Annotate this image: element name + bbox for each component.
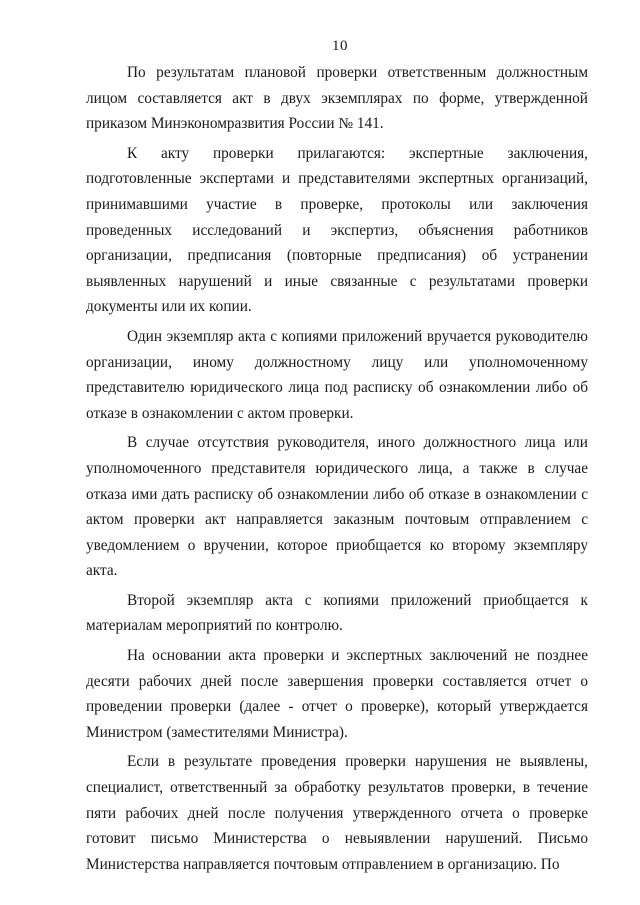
paragraph-second-copy: Второй экземпляр акта с копиями приложений приобщается к материалам мероприятий по контролю.	[86, 591, 588, 635]
paragraph-act-delivery: Один экземпляр акта с копиями приложений вручается руководителю организации, иному должностному лицу или уполномоченному представителю юридического лица под расписку об ознакомлении либо об отказе в ознакомлении с актом проверки.	[86, 327, 588, 422]
paragraph-absence-or-refusal: В случае отсутствия руководителя, иного должностного лица или уполномоченного представителя юридического лица, а также в случае отказа ими дать расписку об ознакомлении либо об отказе в ознакомлении с актом проверки акт направляется заказным почтовым отправлением с уведомлением о вручении, которое приобщается ко второму экземпляру акта.	[86, 434, 588, 580]
paragraph-inspection-report: На основании акта проверки и экспертных заключений не позднее десяти рабочих дней после завершения проверки составляется отчет о проведении проверки (далее - отчет о проверке), который утверждается Министром (заместителями Министра).	[86, 647, 588, 741]
paragraph-inspection-act: По результатам плановой проверки ответственным должностным лицом составляется акт в двух экземплярах по форме, утвержденной приказом Минэкономразвития России № 141.	[86, 64, 588, 133]
paragraph-no-violations: Если в результате проведения проверки нарушения не выявлены, специалист, ответственный за обработку результатов проверки, в течение пяти рабочих дней после получения утвержденного отчета о проверке готовит письмо Министерства о невыявлении нарушений. Письмо Министерства направляется почтовым отправлением в организацию. По	[86, 753, 588, 873]
page-number: 10	[332, 38, 348, 54]
paragraph-act-attachments: К акту проверки прилагаются: экспертные заключения, подготовленные экспертами и представителями экспертных организаций, принимавшими участие в проверке, протоколы или заключения проведенных исследований и экспертиз, объяснения работников организации, предписания (повторные предписания) об устранении выявленных нарушений и иные связанные с результатами проверки документы или их копии.	[86, 144, 588, 316]
document-body	[86, 60, 588, 877]
